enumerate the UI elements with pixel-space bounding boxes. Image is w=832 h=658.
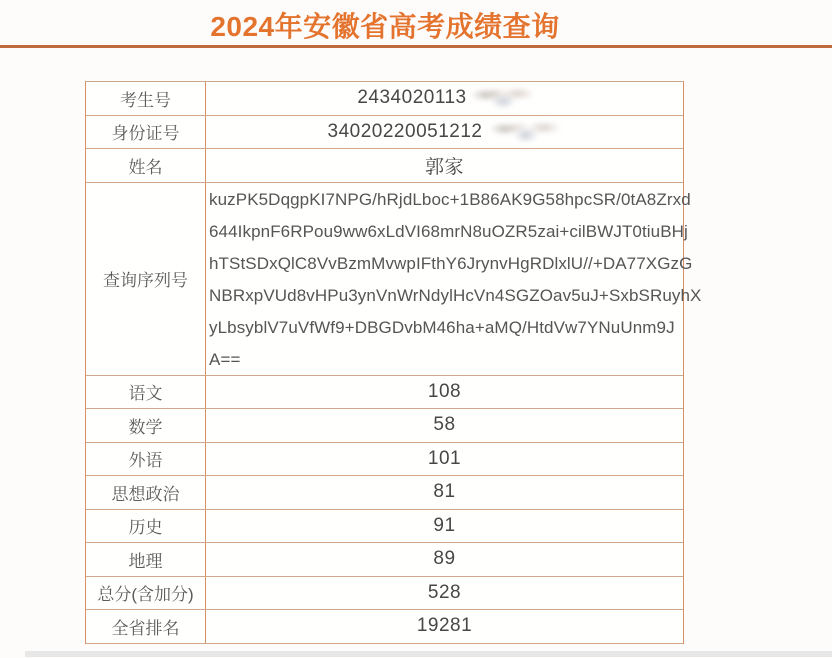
table-row-chinese (86, 376, 683, 410)
exam-id-value: 2434020113 (357, 87, 467, 109)
row-value: 81 (433, 481, 456, 503)
table-row-exam-id (86, 82, 683, 116)
page-title: 2024年安徽省高考成绩查询 (210, 11, 560, 42)
table-row-politics (86, 476, 683, 510)
header-divider (0, 45, 832, 48)
row-value: 58 (433, 414, 456, 436)
row-label: 语文 (86, 376, 206, 409)
row-label: 总分(含加分) (86, 577, 206, 610)
table-row-name (86, 149, 683, 183)
serial-line: kuzPK5DqgpKI7NPG/hRjdLboc+1B86AK9G58hpcSR/0tA8Zrxd (209, 189, 691, 209)
table-row-history (86, 510, 683, 544)
row-value (206, 116, 683, 149)
results-table (85, 81, 702, 644)
serial-label: 查询序列号 (86, 183, 206, 375)
serial-line: A== (209, 349, 241, 369)
row-label: 姓名 (86, 149, 206, 182)
row-label: 地理 (86, 543, 206, 576)
row-label: 思想政治 (86, 476, 206, 509)
table-row-national-id (86, 116, 683, 150)
national-id-value: 34020220051212 (327, 120, 483, 142)
table-row-foreign-language (86, 443, 683, 477)
row-label: 外语 (86, 443, 206, 476)
serial-line: NBRxpVUd8vHPu3ynVnWrNdylHcVn4SGZOav5uJ+SxbSRuyhX (209, 285, 702, 305)
serial-line: yLbsyblV7uVfWf9+DBGDvbM46ha+aMQ/HtdVw7YNuUnm9J (209, 317, 675, 337)
table-row-geography (86, 543, 683, 577)
redaction-blur (468, 85, 532, 111)
table-row-province-rank (86, 610, 683, 644)
row-value: 528 (427, 581, 462, 603)
row-value (206, 82, 683, 115)
serial-line: 644IkpnF6RPou9ww6xLdVI68mrN8uOZR5zai+cilBWJT0tiuBHj (209, 221, 688, 241)
redaction-blur (483, 119, 561, 145)
table-row-serial (86, 183, 702, 376)
row-value: 108 (427, 380, 462, 402)
row-label: 考生号 (86, 82, 206, 115)
row-label: 历史 (86, 510, 206, 543)
row-value: 89 (433, 548, 456, 570)
row-value: 19281 (416, 615, 473, 637)
row-value: 91 (433, 514, 456, 536)
table-row-math (86, 409, 683, 443)
row-label: 全省排名 (86, 610, 206, 643)
row-label: 身份证号 (86, 116, 206, 149)
serial-value (206, 183, 704, 375)
row-value: 郭家 (424, 156, 464, 178)
serial-line: hTStSDxQlC8VvBzmMvwpIFthY6JrynvHgRDlxlU//+DA77XGzG (209, 253, 693, 273)
window-bottom-edge (25, 651, 832, 657)
row-label: 数学 (86, 409, 206, 442)
table-row-total-score (86, 577, 683, 611)
row-value: 101 (427, 447, 462, 469)
